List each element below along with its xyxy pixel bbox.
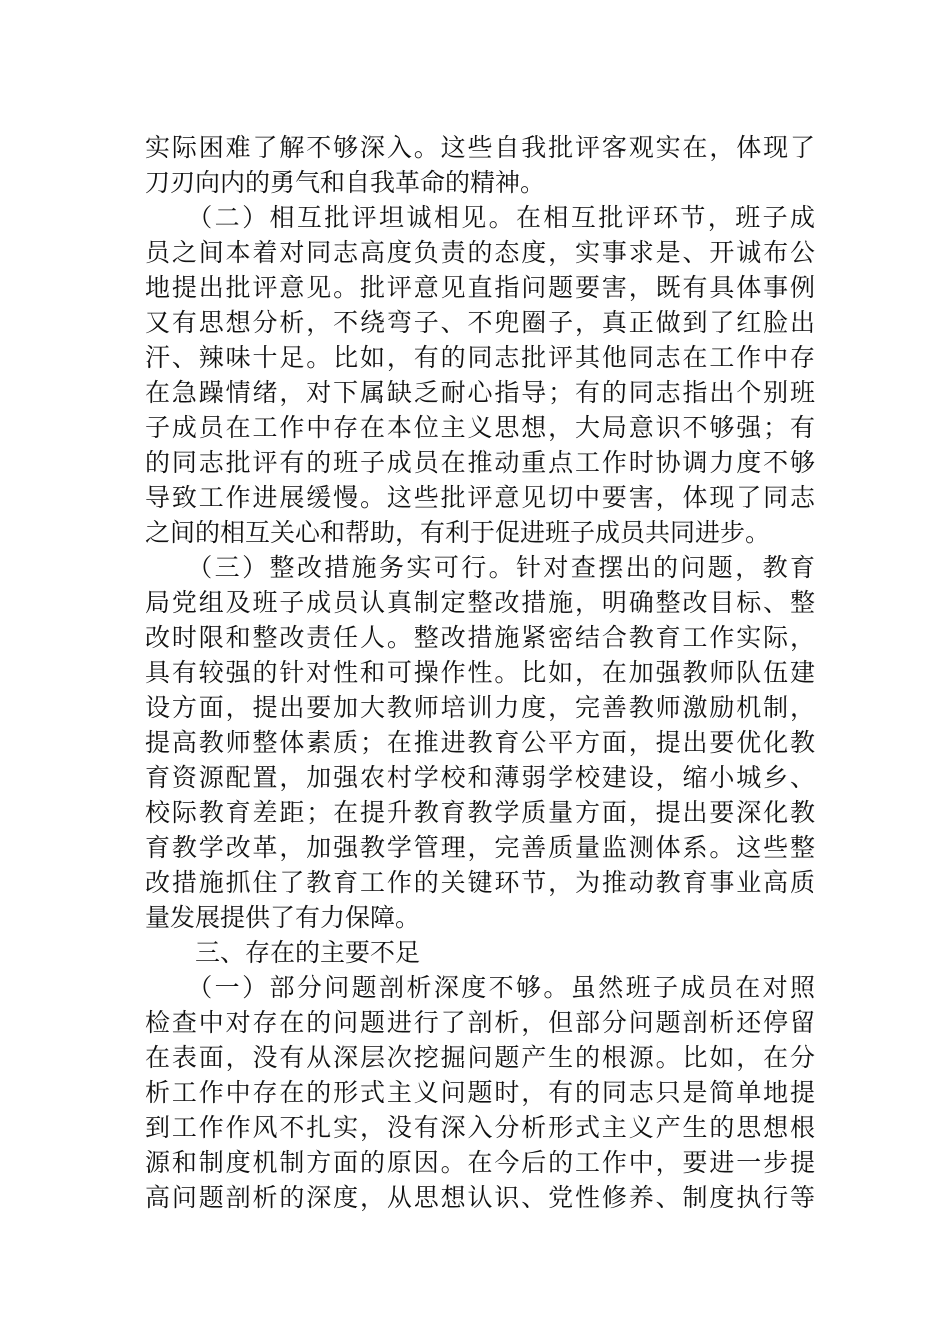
text-line: 育资源配置，加强农村学校和薄弱学校建设，缩小城乡、 bbox=[145, 763, 815, 792]
text-line: 析工作中存在的形式主义问题时，有的同志只是简单地提 bbox=[145, 1078, 815, 1107]
text-line: 校际教育差距；在提升教育教学质量方面，提出要深化教 bbox=[145, 798, 815, 827]
text-line: 的同志批评有的班子成员在推动重点工作时协调力度不够 bbox=[145, 448, 815, 477]
section-heading: 三、存在的主要不足 bbox=[145, 938, 421, 967]
text-line: 地提出批评意见。批评意见直指问题要害，既有具体事例 bbox=[145, 273, 815, 302]
text-line: 检查中对存在的问题进行了剖析，但部分问题剖析还停留 bbox=[145, 1008, 815, 1037]
text-line: 育教学改革，加强教学管理，完善质量监测体系。这些整 bbox=[145, 833, 815, 862]
text-line: 子成员在工作中存在本位主义思想，大局意识不够强；有 bbox=[145, 413, 815, 442]
text-line: 高问题剖析的深度，从思想认识、党性修养、制度执行等 bbox=[145, 1183, 815, 1212]
text-line: （一）部分问题剖析深度不够。虽然班子成员在对照 bbox=[145, 973, 815, 1002]
text-line: 到工作作风不扎实，没有深入分析形式主义产生的思想根 bbox=[145, 1113, 815, 1142]
text-line: 导致工作进展缓慢。这些批评意见切中要害，体现了同志 bbox=[145, 483, 815, 512]
text-line: 在表面，没有从深层次挖掘问题产生的根源。比如，在分 bbox=[145, 1043, 815, 1072]
text-line: 源和制度机制方面的原因。在今后的工作中，要进一步提 bbox=[145, 1148, 815, 1177]
text-line: 之间的相互关心和帮助，有利于促进班子成员共同进步。 bbox=[145, 518, 771, 547]
text-line: 提高教师整体素质；在推进教育公平方面，提出要优化教 bbox=[145, 728, 815, 757]
text-line: 又有思想分析，不绕弯子、不兜圈子，真正做到了红脸出 bbox=[145, 308, 815, 337]
text-line: （三）整改措施务实可行。针对查摆出的问题，教育 bbox=[145, 553, 815, 582]
text-line: 汗、辣味十足。比如，有的同志批评其他同志在工作中存 bbox=[145, 343, 815, 372]
text-line: 改时限和整改责任人。整改措施紧密结合教育工作实际， bbox=[145, 623, 815, 652]
text-line: 员之间本着对同志高度负责的态度，实事求是、开诚布公 bbox=[145, 238, 815, 267]
text-line: 在急躁情绪，对下属缺乏耐心指导；有的同志指出个别班 bbox=[145, 378, 815, 407]
text-line: 实际困难了解不够深入。这些自我批评客观实在，体现了 bbox=[145, 133, 815, 162]
text-line: （二）相互批评坦诚相见。在相互批评环节，班子成 bbox=[145, 203, 815, 232]
text-line: 局党组及班子成员认真制定整改措施，明确整改目标、整 bbox=[145, 588, 815, 617]
text-line: 具有较强的针对性和可操作性。比如，在加强教师队伍建 bbox=[145, 658, 815, 687]
text-line: 改措施抓住了教育工作的关键环节，为推动教育事业高质 bbox=[145, 868, 815, 897]
text-line: 设方面，提出要加大教师培训力度，完善教师激励机制， bbox=[145, 693, 815, 722]
text-line: 刀刃向内的勇气和自我革命的精神。 bbox=[145, 168, 546, 197]
text-line: 量发展提供了有力保障。 bbox=[145, 903, 421, 932]
